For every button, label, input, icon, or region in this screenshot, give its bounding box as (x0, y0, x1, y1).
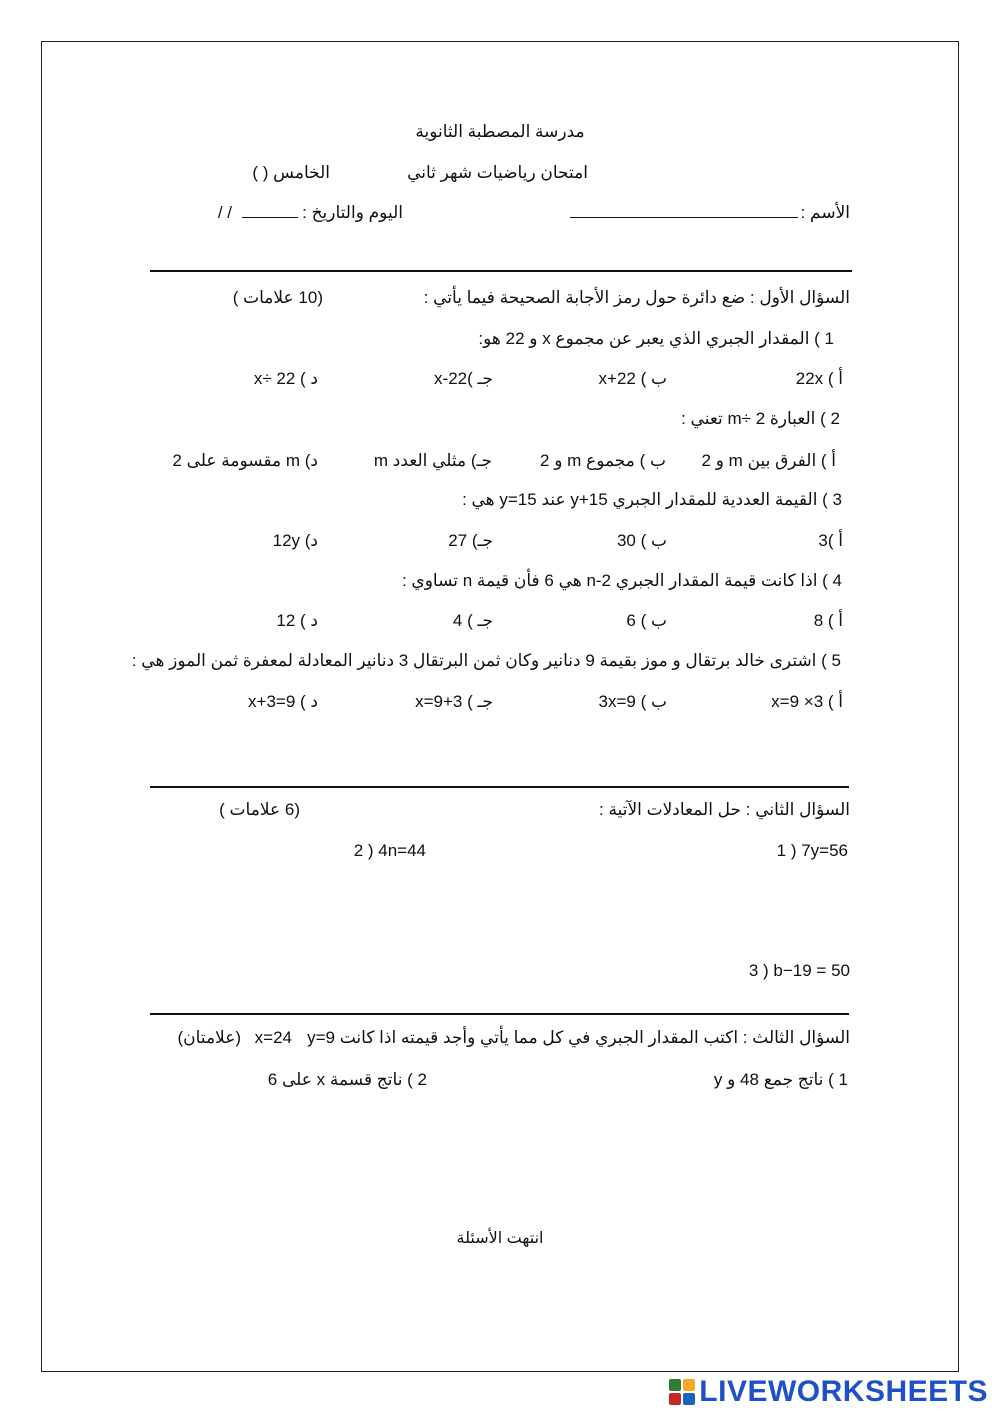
date-blank[interactable] (242, 217, 298, 218)
q2-marks: (6 علامات ) (219, 800, 300, 819)
divider-3 (150, 1013, 849, 1015)
q1-item5-option-c[interactable]: جـ ) 3+9=x (415, 692, 493, 711)
name-blank[interactable] (570, 217, 798, 218)
name-label: الأسم : (800, 203, 850, 222)
q1-item5-option-d[interactable]: د ) x+3=9 (248, 692, 318, 711)
q1-item3-option-b[interactable]: ب ) 30 (616, 531, 667, 550)
exam-title: امتحان رياضيات شهر ثاني (407, 163, 588, 182)
grade-label: الخامس ( ) (252, 163, 330, 182)
liveworksheets-logo[interactable] (669, 1374, 988, 1410)
q1-title: السؤال الأول : ضع دائرة حول رمز الأجابة الصحيحة فيما يأتي : (423, 288, 850, 307)
date-slashes: / / (217, 203, 232, 222)
q3-title: السؤال الثالث : اكتب المقدار الجبري في كل مما يأتي وأجد قيمته اذا كانت y=9 (307, 1028, 850, 1047)
q1-item1-option-a[interactable]: أ ) 22x (795, 369, 843, 388)
q1-item2-option-a[interactable]: أ ) الفرق بين m و 2 (701, 451, 836, 470)
q2-title: السؤال الثاني : حل المعادلات الآتية : (599, 800, 850, 819)
q1-item4-option-c[interactable]: جـ ) 4 (452, 611, 493, 630)
q1-item3-option-c[interactable]: جـ) 27 (448, 531, 493, 550)
logo-icon (669, 1379, 695, 1405)
q3-values: x=24 (254, 1028, 292, 1047)
q1-item4-option-b[interactable]: ب ) 6 (626, 611, 667, 630)
q1-item5-stem: 5 ) اشترى خالد برتقال و موز بقيمة 9 دنانير وكان ثمن البرتقال 3 دنانير المعادلة لمعفرة ثمن الموز هي : (131, 651, 841, 670)
q1-item5-option-a[interactable]: أ ) 3× x=9 (771, 692, 843, 711)
q1-item1-stem: 1 ) المقدار الجبري الذي يعبر عن مجموع x و 22 هو: (478, 329, 834, 348)
divider-2 (150, 786, 849, 788)
q1-item1-option-c[interactable]: جـ )x-22 (434, 369, 493, 388)
q1-item2-stem: 2 ) العبارة m÷ 2 تعني : (681, 409, 840, 428)
end-of-questions: انتهت الأسئلة (456, 1230, 544, 1247)
divider-1 (150, 270, 852, 272)
q1-item2-option-d[interactable]: د) m مقسومة على 2 (172, 451, 318, 470)
q1-item3-option-d[interactable]: د) 12y (272, 531, 318, 550)
q1-item2-option-c[interactable]: جـ) مثلي العدد m (373, 451, 492, 470)
q1-item1-option-d[interactable]: د ) x÷ 22 (253, 369, 318, 388)
q2-equation-1: 1 ) 7y=56 (776, 841, 848, 860)
q1-item3-stem: 3 ) القيمة العددية للمقدار الجبري y+15 عند y=15 هي : (462, 490, 842, 509)
brand-name: LIVEWORKSHEETS (699, 1375, 988, 1408)
q1-marks: (10 علامات ) (232, 288, 323, 307)
q2-equation-3: 3 ) b−19 = 50 (748, 961, 850, 980)
q2-equation-2: 2 ) 4n=44 (353, 841, 426, 860)
q1-item4-stem: 4 ) اذا كانت قيمة المقدار الجبري n-2 هي 6 فأن قيمة n تساوي : (401, 571, 842, 590)
date-label: اليوم والتاريخ : (302, 203, 403, 222)
q1-item1-option-b[interactable]: ب ) x+22 (598, 369, 667, 388)
q3-item-2: 2 ) ناتج قسمة x على 6 (267, 1070, 427, 1089)
q3-marks: (علامتان) (177, 1028, 241, 1047)
q3-item-1: 1 ) ناتج جمع 48 و y (713, 1070, 848, 1089)
q1-item3-option-a[interactable]: أ )3 (818, 531, 843, 550)
school-name: مدرسة المصطبة الثانوية (415, 122, 585, 141)
q1-item4-option-d[interactable]: د ) 12 (276, 611, 318, 630)
q1-item5-option-b[interactable]: ب ) 3x=9 (598, 692, 667, 711)
q1-item4-option-a[interactable]: أ ) 8 (813, 611, 843, 630)
q1-item2-option-b[interactable]: ب ) مجموع m و 2 (540, 451, 666, 470)
